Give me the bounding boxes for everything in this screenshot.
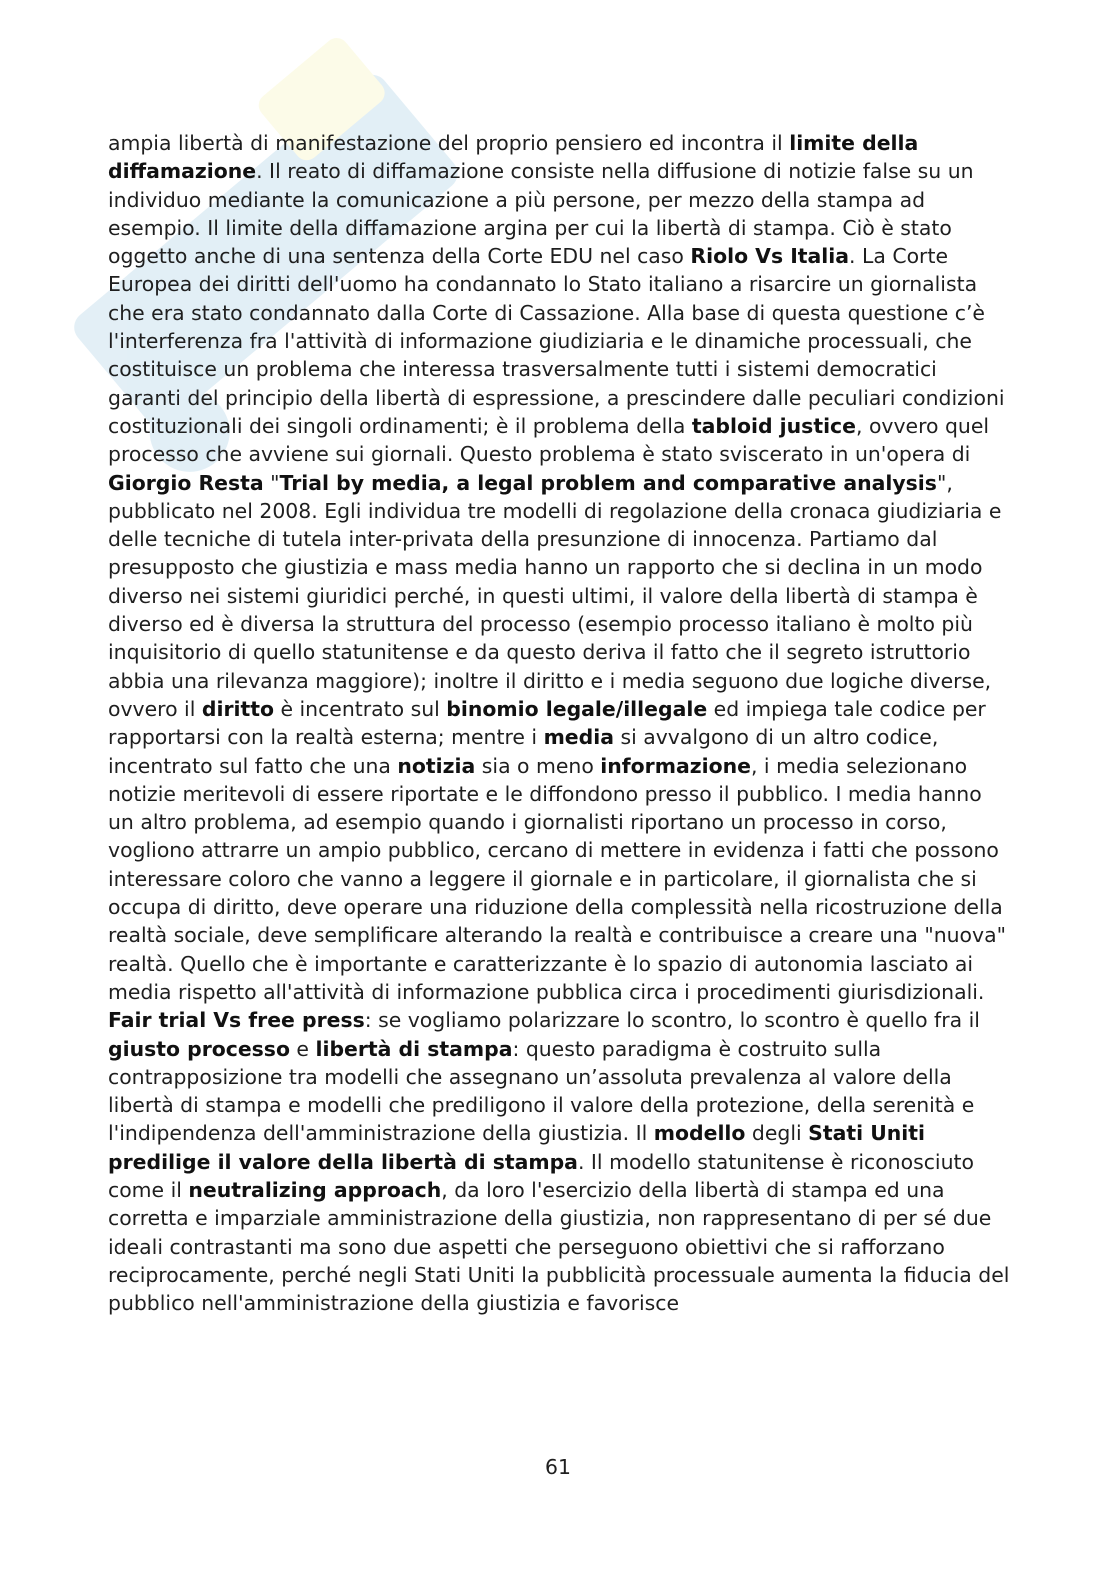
bold-term: neutralizing approach bbox=[188, 1177, 442, 1202]
text-span: : questo paradigma è costruito sulla contrapposizione tra modelli che assegnano un’assoluta prevalenza al valore della libertà di stampa e modelli che prediligono il valore della protezione, della serenità e l'indipendenza dell'amministrazione della giustizia. Il bbox=[108, 1036, 975, 1146]
bold-term: giusto processo bbox=[108, 1036, 290, 1061]
bold-term: Fair trial Vs free press bbox=[108, 1008, 365, 1033]
text-span: : se vogliamo polarizzare lo scontro, lo scontro è quello fra il bbox=[364, 1008, 980, 1033]
paragraph-fair-trial bbox=[108, 1006, 1013, 1317]
text-span: , i media selezionano notizie meritevoli di essere riportate e le diffondono presso il pubblico. I media hanno un altro problema, ad esempio quando i giornalisti riportano un processo in corso, vogliono attrarre un ampio pubblico, cercano di mettere in evidenza i fatti che possono interessare coloro che vanno a leggere il giornale e in particolare, il giornalista che si occupa di diritto, deve operare una riduzione della complessità nella ricostruzione della realtà sociale, deve semplificare alterando la realtà e contribuisce a creare una "nuova" realtà. Quello che è importante e caratterizzante è lo spazio di autonomia lasciato ai media rispetto all'attività di informazione pubblica circa i procedimenti giurisdizionali. bbox=[108, 753, 1006, 1004]
bold-term: Giorgio Resta bbox=[108, 470, 264, 495]
bold-term: libertà di stampa bbox=[315, 1036, 513, 1061]
bold-term: diritto bbox=[201, 696, 274, 721]
text-span: . La Corte Europea dei diritti dell'uomo ha condannato lo Stato italiano a risarcire un giornalista che era stato condannato dalla Corte di Cassazione. Alla base di questa questione c’è l'interferenza fra l'attività di informazione giudiziaria e le dinamiche processuali, che costituisce un problema che interessa trasversalmente tutti i sistemi democratici garanti del principio della libertà di espressione, a prescindere dalle peculiari condizioni costituzionali dei singoli ordinamenti; è il problema della bbox=[108, 244, 1005, 438]
text-span: , da loro l'esercizio della libertà di stampa ed una corretta e imparziale amministrazione della giustizia, non rappresentano di per sé due ideali contrastanti ma sono due aspetti che perseguono obiettivi che si rafforzano reciprocamente, perché negli Stati Uniti la pubblicità processuale aumenta la fiducia del pubblico nell'amministrazione della giustizia e favorisce bbox=[108, 1177, 1010, 1316]
text-span: sia o meno bbox=[475, 753, 601, 778]
bold-term: Riolo Vs Italia bbox=[690, 244, 850, 269]
text-span: ed impiega tale codice per rapportarsi con la realtà esterna; mentre i bbox=[108, 696, 986, 750]
text-span: " bbox=[263, 470, 280, 495]
text-span: degli bbox=[745, 1121, 809, 1146]
bold-term: notizia bbox=[397, 753, 476, 778]
text-span: si avvalgono di un altro codice, incentrato sul fatto che una bbox=[108, 725, 939, 778]
bold-term: Stati Uniti predilige il valore della libertà di stampa bbox=[108, 1121, 925, 1174]
text-span: ampia libertà di manifestazione del proprio pensiero ed incontra il bbox=[108, 131, 790, 155]
bold-term: modello bbox=[653, 1121, 746, 1146]
text-span: è incentrato sul bbox=[274, 696, 447, 721]
body-text bbox=[108, 129, 1013, 1317]
bold-term: limite della diffamazione bbox=[108, 131, 919, 184]
text-span: , ovvero quel processo che avviene sui giornali. Questo problema è stato sviscerato in un'opera di bbox=[108, 413, 990, 467]
bold-term: media bbox=[543, 725, 614, 750]
text-span: ", pubblicato nel 2008. Egli individua tre modelli di regolazione della cronaca giudiziaria e delle tecniche di tutela inter-privata della presunzione di innocenza. Partiamo dal presupposto che giustizia e mass media hanno un rapporto che si declina in un modo diverso nei sistemi giuridici perché, in questi ultimi, il valore della libertà di stampa è diverso ed è diversa la struttura del processo (esempio processo italiano è molto più inquisitorio di quello statunitense e da questo deriva il fatto che il segreto istruttorio abbia una rilevanza maggiore); inoltre il diritto e i media seguono due logiche diverse, ovvero il bbox=[108, 470, 1002, 721]
text-span: e bbox=[289, 1036, 316, 1061]
bold-term: tabloid justice bbox=[691, 413, 856, 438]
text-span: . Il reato di diffamazione consiste nella diffusione di notizie false su un individuo mediante la comunicazione a più persone, per mezzo della stampa ad esempio. Il limite della diffamazione argina per cui la libertà di stampa. Ciò è stato oggetto anche di una sentenza della Corte EDU nel caso bbox=[108, 159, 974, 269]
paragraph-defamation bbox=[108, 129, 1013, 1006]
bold-term: binomio legale/illegale bbox=[446, 696, 708, 721]
bold-term: informazione bbox=[600, 753, 751, 778]
bold-term: Trial by media, a legal problem and comparative analysis bbox=[279, 470, 937, 495]
text-span: . Il modello statunitense è riconosciuto come il bbox=[108, 1149, 974, 1202]
page-number: 61 bbox=[545, 1455, 571, 1479]
